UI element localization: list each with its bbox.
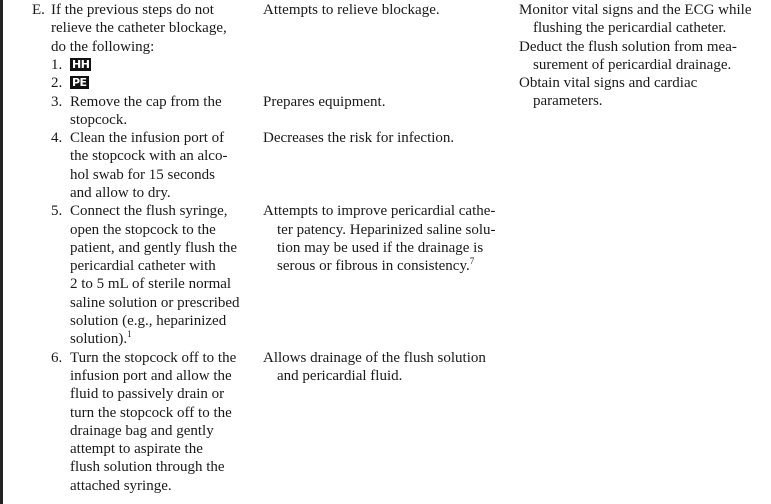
step-letter: E. bbox=[32, 2, 45, 18]
substep-instruction-line bbox=[70, 404, 236, 422]
substep-rationale-text: serous or fibrous in consistency. bbox=[277, 258, 470, 275]
substep-instruction-line bbox=[70, 111, 222, 129]
substep-instruction-line bbox=[70, 294, 240, 312]
substep-rationale bbox=[263, 202, 496, 275]
substep-rationale-text: Attempts to improve pericardial cathe- bbox=[263, 203, 496, 220]
substep-instruction-line bbox=[70, 202, 240, 220]
substep-instruction-text: solution (e.g., heparinized bbox=[70, 313, 227, 330]
substep-badge-wrap bbox=[70, 74, 89, 92]
substep-instruction-text: open the stopcock to the bbox=[70, 221, 216, 238]
special-considerations-text: surement of pericardial drainage. bbox=[533, 56, 732, 73]
special-considerations-text: parameters. bbox=[533, 93, 603, 110]
special-considerations-line bbox=[519, 1, 751, 19]
substep-rationale-line bbox=[263, 239, 496, 257]
substep-instruction-text: stopcock. bbox=[70, 111, 128, 128]
substep-instruction-line bbox=[70, 275, 240, 293]
substep-instruction-line bbox=[70, 312, 240, 330]
substep-number: 3. bbox=[51, 93, 63, 110]
step-instruction-line bbox=[51, 19, 227, 37]
substep-instruction-text: 2 to 5 mL of sterile normal bbox=[70, 276, 232, 293]
substep-instruction-text: Clean the infusion port of bbox=[70, 130, 225, 147]
substep-number: 5. bbox=[51, 203, 63, 220]
substep-instruction-text: Turn the stopcock off to the bbox=[70, 349, 237, 366]
substep-instruction-line bbox=[70, 422, 236, 440]
substep-instruction-text: pericardial catheter with bbox=[70, 258, 216, 275]
substep-instruction-text: flush solution through the bbox=[70, 459, 225, 476]
special-considerations-line bbox=[519, 74, 751, 92]
step-rationale bbox=[263, 1, 440, 19]
substep-instruction-text: attempt to aspirate the bbox=[70, 441, 203, 458]
step-instruction-text: relieve the catheter blockage, bbox=[51, 20, 227, 37]
substep-instruction-line bbox=[70, 349, 236, 367]
substep-instruction-text: hol swab for 15 seconds bbox=[70, 166, 215, 183]
substep-instruction-line bbox=[70, 147, 227, 165]
substep-rationale-text: tion may be used if the drainage is bbox=[277, 239, 484, 256]
step-rationale-text: Attempts to relieve blockage. bbox=[263, 2, 440, 18]
special-considerations-text: Obtain vital signs and cardiac bbox=[519, 75, 698, 92]
substep-instruction-text: and allow to dry. bbox=[70, 184, 171, 201]
special-considerations bbox=[519, 1, 751, 111]
substep-rationale-text: Allows drainage of the flush solution bbox=[263, 349, 486, 366]
substep-rationale-line bbox=[263, 129, 454, 147]
substep-instruction-text: drainage bag and gently bbox=[70, 422, 214, 439]
step-instruction-text: If the previous steps do not bbox=[51, 2, 214, 18]
special-considerations-text: flushing the pericardial catheter. bbox=[533, 20, 727, 37]
substep-instruction-text: the stopcock with an alco- bbox=[70, 148, 228, 165]
substep-instruction-line bbox=[70, 166, 227, 184]
substep-rationale bbox=[263, 349, 486, 386]
substep-instruction-line bbox=[70, 239, 240, 257]
substep-number: 6. bbox=[51, 349, 63, 366]
substep-rationale-text: ter patency. Heparinized saline solu- bbox=[277, 221, 496, 238]
substep-rationale-line bbox=[263, 349, 486, 367]
substep-instruction-line bbox=[70, 458, 236, 476]
substep-instruction-text: patient, and gently flush the bbox=[70, 239, 238, 256]
step-instruction bbox=[51, 1, 227, 56]
special-considerations-text: Deduct the flush solution from mea- bbox=[519, 38, 737, 55]
step-rationale-line bbox=[263, 1, 440, 19]
substep-instruction-text: turn the stopcock off to the bbox=[70, 404, 232, 421]
substep-instruction-text: fluid to passively drain or bbox=[70, 386, 225, 403]
special-considerations-line bbox=[519, 19, 751, 37]
page-edge-rule bbox=[0, 0, 3, 504]
substep-instruction-line bbox=[70, 184, 227, 202]
substep-rationale-line bbox=[263, 202, 496, 220]
footnote-ref: 1 bbox=[127, 329, 132, 340]
substep-instruction-line bbox=[70, 440, 236, 458]
substep-instruction-text: attached syringe. bbox=[70, 477, 172, 494]
substep-number: 4. bbox=[51, 130, 63, 147]
substep-instruction-line bbox=[70, 257, 240, 275]
substep-badge-wrap bbox=[70, 56, 91, 74]
step-instruction-line bbox=[51, 1, 227, 19]
substep-instruction-line bbox=[70, 129, 227, 147]
substep-rationale-text: Decreases the risk for infection. bbox=[263, 130, 455, 147]
substep-instruction-text: saline solution or prescribed bbox=[70, 294, 240, 311]
special-considerations-line bbox=[519, 92, 751, 110]
special-considerations-text: Monitor vital signs and the ECG while bbox=[519, 2, 752, 18]
substep-instruction bbox=[70, 202, 240, 348]
substep-number: 1. bbox=[51, 56, 63, 73]
substep-number: 2. bbox=[51, 75, 63, 92]
substep-instruction bbox=[70, 349, 236, 495]
ppe-icon: PE bbox=[72, 76, 87, 90]
special-considerations-line bbox=[519, 56, 751, 74]
substep-rationale-line bbox=[263, 221, 496, 239]
substep-rationale bbox=[263, 93, 385, 111]
substep-rationale-line bbox=[263, 367, 486, 385]
substep-instruction-line bbox=[70, 93, 222, 111]
substep-instruction-line bbox=[70, 330, 240, 348]
substep-rationale-text: Prepares equipment. bbox=[263, 93, 386, 110]
substep-instruction-line bbox=[70, 477, 236, 495]
substep-rationale-line bbox=[263, 257, 496, 275]
substep-instruction-text: solution). bbox=[70, 331, 128, 348]
substep-instruction-line bbox=[70, 221, 240, 239]
substep-instruction-text: Connect the flush syringe, bbox=[70, 203, 228, 220]
hand-hygiene-icon: HH bbox=[72, 57, 90, 71]
substep-instruction bbox=[70, 93, 222, 130]
footnote-ref: 7 bbox=[469, 256, 475, 267]
substep-rationale-text: and pericardial fluid. bbox=[277, 367, 403, 384]
substep-rationale-line bbox=[263, 93, 385, 111]
substep-instruction-text: infusion port and allow the bbox=[70, 367, 232, 384]
substep-instruction bbox=[70, 129, 227, 202]
substep-instruction-text: Remove the cap from the bbox=[70, 93, 222, 110]
step-instruction-line bbox=[51, 38, 227, 56]
step-instruction-text: do the following: bbox=[51, 38, 155, 55]
substep-instruction-line bbox=[70, 367, 236, 385]
special-considerations-line bbox=[519, 38, 751, 56]
substep-instruction-line bbox=[70, 385, 236, 403]
substep-rationale bbox=[263, 129, 454, 147]
